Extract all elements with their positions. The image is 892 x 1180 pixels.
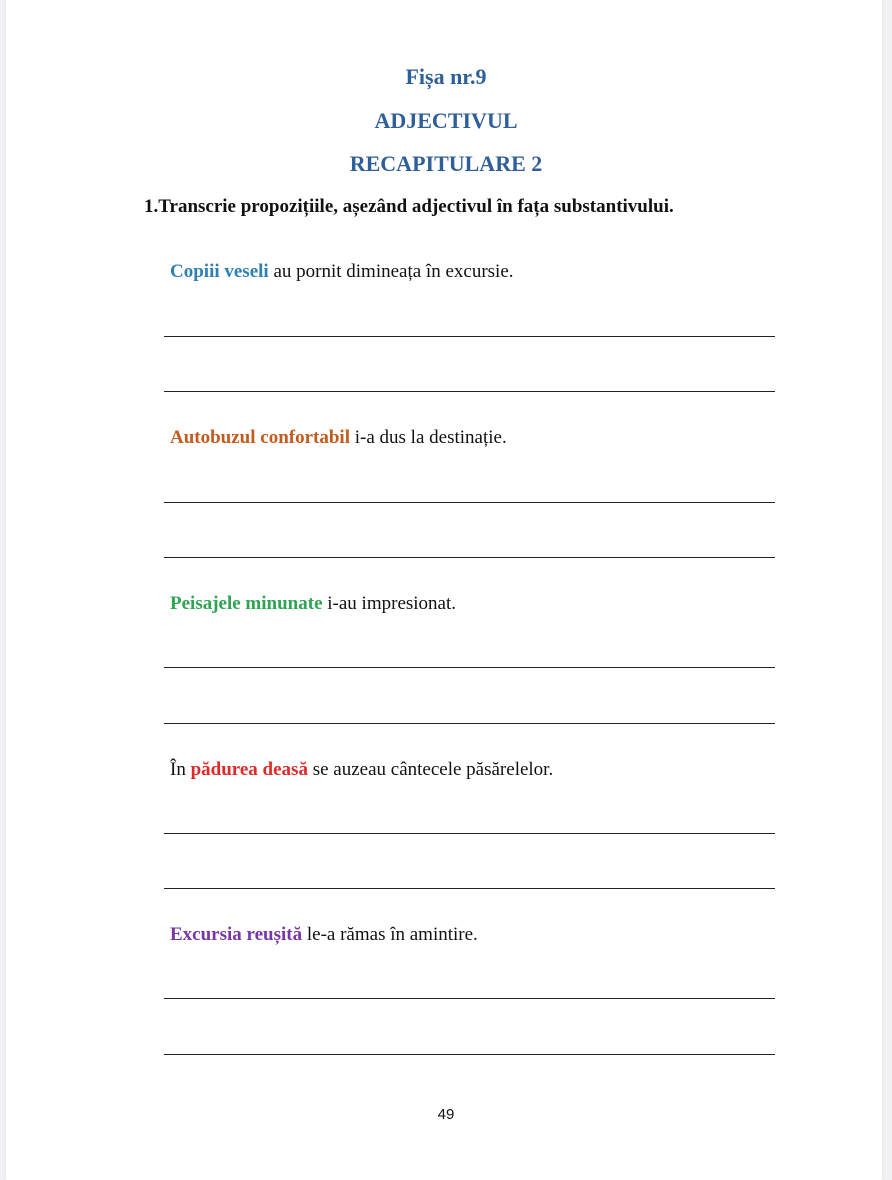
worksheet-page — [6, 0, 882, 1180]
sentence-5 — [170, 924, 478, 946]
sentence-4-after: se auzeau cântecele păsărelelor. — [307, 759, 554, 780]
sentence-3-highlight: Peisajele minunate — [170, 593, 323, 614]
sentence-5-highlight: Excursia reușită — [170, 924, 303, 945]
sentence-1-highlight: Copiii veseli — [170, 261, 269, 282]
sentence-2-highlight: Autobuzul confortabil — [170, 427, 350, 448]
answer-line[interactable] — [164, 1054, 775, 1055]
topic-title: ADJECTIVUL — [374, 108, 518, 133]
sentence-3 — [170, 593, 456, 615]
sentence-4-highlight: pădurea deasă — [190, 759, 308, 780]
sheet-title: Fișa nr.9 — [405, 64, 487, 89]
sentence-4 — [170, 759, 553, 781]
sentence-5-after: le-a rămas în amintire. — [302, 924, 478, 945]
answer-line[interactable] — [164, 502, 775, 503]
sentence-2 — [170, 427, 507, 449]
page-number: 49 — [437, 1106, 455, 1123]
answer-line[interactable] — [164, 667, 775, 668]
answer-line[interactable] — [164, 998, 775, 999]
sentence-4-before: În — [170, 759, 191, 780]
answer-line[interactable] — [164, 336, 775, 337]
sentence-1 — [170, 261, 514, 283]
answer-line[interactable] — [164, 391, 775, 392]
sentence-1-after: au pornit dimineața în excursie. — [268, 261, 514, 282]
answer-line[interactable] — [164, 888, 775, 889]
exercise-instruction: 1.Transcrie propozițiile, așezând adjectivul în fața substantivului. — [144, 196, 674, 217]
sentence-2-after: i-a dus la destinație. — [350, 427, 507, 448]
sentence-3-after: i-au impresionat. — [322, 593, 457, 614]
subtitle: RECAPITULARE 2 — [349, 151, 543, 176]
answer-line[interactable] — [164, 833, 775, 834]
answer-line[interactable] — [164, 723, 775, 724]
answer-line[interactable] — [164, 557, 775, 558]
